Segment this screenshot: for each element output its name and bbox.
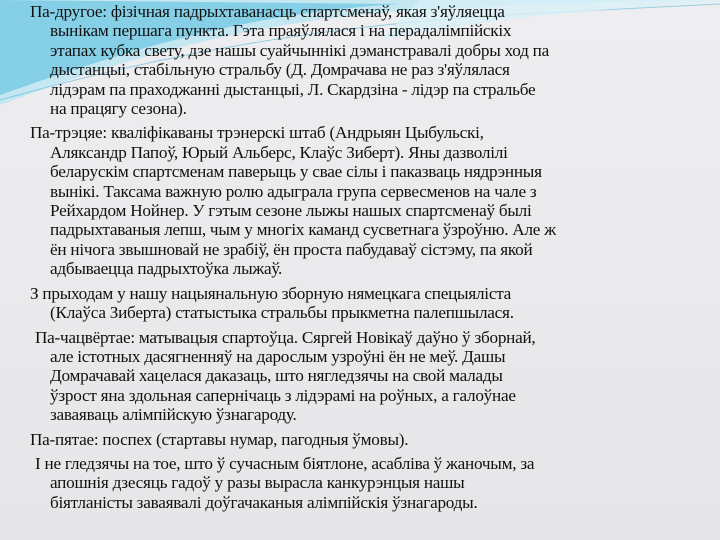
text-line: этапах кубка свету, дзе нашы суайчыннікі дэманстравалі добры ход па bbox=[50, 40, 549, 60]
paragraph bbox=[30, 2, 710, 118]
text-line: вынікі. Таксама важную ролю адыграла група сервесменов на чале з bbox=[50, 181, 537, 201]
text-line: заваяваць алімпійскую ўзнагароду. bbox=[50, 405, 297, 425]
text-line: біятланісты заваявалі доўгачаканыя алімпійскія ўзнагароды. bbox=[50, 492, 478, 512]
text-line: падрыхтаваныя лепш, чым у многіх каманд сусветнага ўзроўню. Але ж bbox=[50, 220, 556, 240]
text-line: І не гледзячы на тое, што ў сучасным біятлоне, асабліва ў жаночым, за bbox=[35, 453, 535, 473]
text-line: беларускім спартсменам паверыць у свае сілы і паказваць нядрэнныя bbox=[50, 162, 542, 182]
text-line: ён нічога звышновай не зрабіў, ён проста пабудаваў сістэму, па якой bbox=[50, 239, 533, 259]
text-line: Рейхардом Нойнер. У гэтым сезоне лыжы нашых спартсменаў былі bbox=[50, 201, 532, 221]
text-line: Па-пятае: поспех (стартавы нумар, пагодныя ўмовы). bbox=[30, 429, 409, 449]
slide-body-text bbox=[30, 2, 710, 517]
text-line: лідэрам па праходжанні дыстанцыі, Л. Скардзіна - лідэр па стральбе bbox=[50, 79, 536, 99]
text-line: але істотных дасягненняў на дарослым узроўні ён не меў. Дашы bbox=[50, 346, 506, 366]
paragraph bbox=[30, 454, 710, 512]
text-line: З прыходам у нашу нацыянальную зборную нямецкага спецыяліста bbox=[30, 283, 512, 303]
text-line: Па-трэцяе: кваліфікаваны трэнерскі штаб (Андрыян Цыбульскі, bbox=[30, 123, 484, 143]
paragraph bbox=[30, 284, 710, 323]
paragraph bbox=[30, 123, 710, 278]
text-line: ўзрост яна здольная сапернічаць з лідэрамі на роўных, а галоўнае bbox=[50, 385, 516, 405]
paragraph bbox=[30, 430, 710, 449]
text-line: на працягу сезона). bbox=[50, 99, 187, 119]
paragraph bbox=[30, 328, 710, 425]
text-line: дыстанцыі, стабільную стральбу (Д. Домрачава не раз з'яўлялася bbox=[50, 60, 510, 80]
text-line: вынікам першага пункта. Гэта праяўлялася і на перадалімпійскіх bbox=[50, 21, 512, 41]
text-line: Па-другое: фізічная падрыхтаванасць спартсменаў, якая з'яўляецца bbox=[30, 2, 505, 21]
text-line: Аляксандр Папоў, Юрый Альберс, Клаўс Зиберт). Яны дазволілі bbox=[50, 142, 508, 162]
text-line: (Клаўса Зиберта) статыстыка стральбы прыкметна палепшылася. bbox=[50, 303, 514, 323]
text-line: Па-чацвёртае: матывацыя спартоўца. Сяргей Новікаў даўно ў зборнай, bbox=[35, 327, 536, 347]
text-line: адбываецца падрыхтоўка лыжаў. bbox=[50, 259, 283, 279]
text-line: апошнія дзесяць гадоў у разы вырасла канкурэнцыя нашы bbox=[50, 473, 465, 493]
text-line: Домрачавай хацелася даказаць, што нягледзячы на свой малады bbox=[50, 366, 503, 386]
